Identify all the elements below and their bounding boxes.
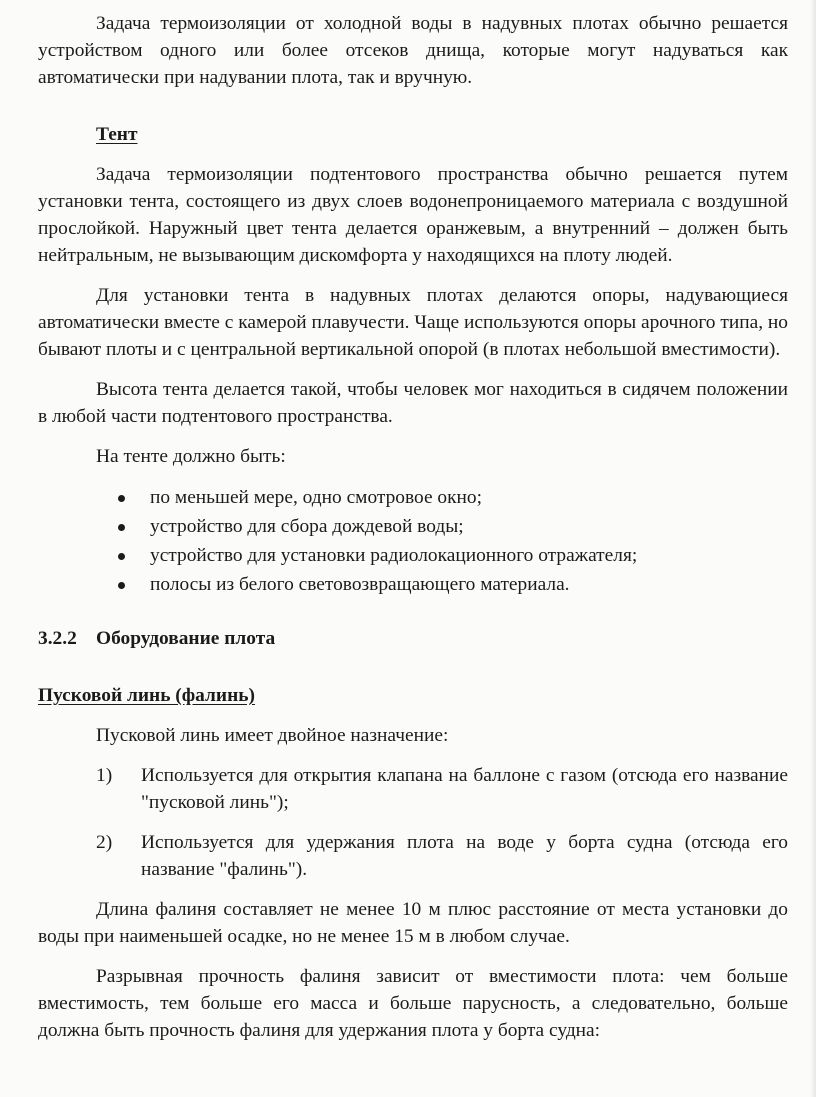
bullet-icon bbox=[118, 553, 125, 560]
tent-heading-wrapper bbox=[38, 121, 788, 148]
paragraph-tent-requirements: На тенте должно быть: bbox=[96, 446, 286, 467]
paragraph-painter-length: Длина фалиня составляет не менее 10 м плюс расстояние от места установки до воды при наименьшей осадке, но не менее 15 м в любом случае. bbox=[38, 899, 788, 947]
section-number: 3.2.2 bbox=[38, 628, 77, 649]
paragraph-tent-insulation: Задача термоизоляции подтентового пространства обычно решается путем установки тента, состоящего из двух слоев водонепроницаемого материала с воздушной прослойкой. Наружный цвет тента делается оранжевым, а внутренний – должен быть нейтральным, не вызывающим дискомфорта у находящихся на плоту людей. bbox=[38, 164, 788, 266]
tent-heading: Тент bbox=[96, 124, 138, 145]
document-body bbox=[38, 10, 788, 1044]
painter-heading-wrapper bbox=[38, 682, 788, 709]
list-item: по меньшей мере, одно смотровое окно; bbox=[114, 483, 788, 512]
painter-purpose-list bbox=[38, 762, 788, 883]
page-edge-shadow bbox=[810, 0, 816, 1097]
paragraph-tent-height: Высота тента делается такой, чтобы человек мог находиться в сидячем положении в любой части подтентового пространства. bbox=[38, 379, 788, 427]
section-heading bbox=[38, 625, 788, 652]
list-marker: 1) bbox=[96, 765, 113, 786]
paragraph-painter-strength: Разрывная прочность фалиня зависит от вместимости плота: чем больше вместимость, тем больше его масса и больше парусность, а следовательно, больше должна быть прочность фалиня для удержания плота у борта судна: bbox=[38, 966, 788, 1041]
bullet-icon bbox=[118, 495, 125, 502]
list-item: 2) Используется для удержания плота на воде у борта судна (отсюда его название "фалинь"). bbox=[38, 829, 788, 883]
painter-heading: Пусковой линь (фалинь) bbox=[38, 685, 255, 706]
paragraph-tent-supports: Для установки тента в надувных плотах делаются опоры, надувающиеся автоматически вместе с камерой плавучести. Чаще используются опоры арочного типа, но бывают плоты и с центральной вертикальной опорой (в плотах небольшой вместимости). bbox=[38, 285, 788, 360]
list-item: 1) Используется для открытия клапана на баллоне с газом (отсюда его название "пусковой линь"); bbox=[38, 762, 788, 816]
list-item: устройство для установки радиолокационного отражателя; bbox=[114, 541, 788, 570]
paragraph-painter-intro: Пусковой линь имеет двойное назначение: bbox=[96, 725, 449, 746]
section-title: Оборудование плота bbox=[96, 628, 276, 649]
tent-requirements-list bbox=[38, 483, 788, 599]
list-item: полосы из белого световозвращающего материала. bbox=[114, 570, 788, 599]
paragraph-bottom-insulation: Задача термоизоляции от холодной воды в надувных плотах обычно решается устройством одного или более отсеков днища, которые могут надуваться как автоматически при надувании плота, так и вручную. bbox=[38, 13, 788, 88]
list-marker: 2) bbox=[96, 832, 113, 853]
bullet-icon bbox=[118, 582, 125, 589]
list-item: устройство для сбора дождевой воды; bbox=[114, 512, 788, 541]
bullet-icon bbox=[118, 524, 125, 531]
